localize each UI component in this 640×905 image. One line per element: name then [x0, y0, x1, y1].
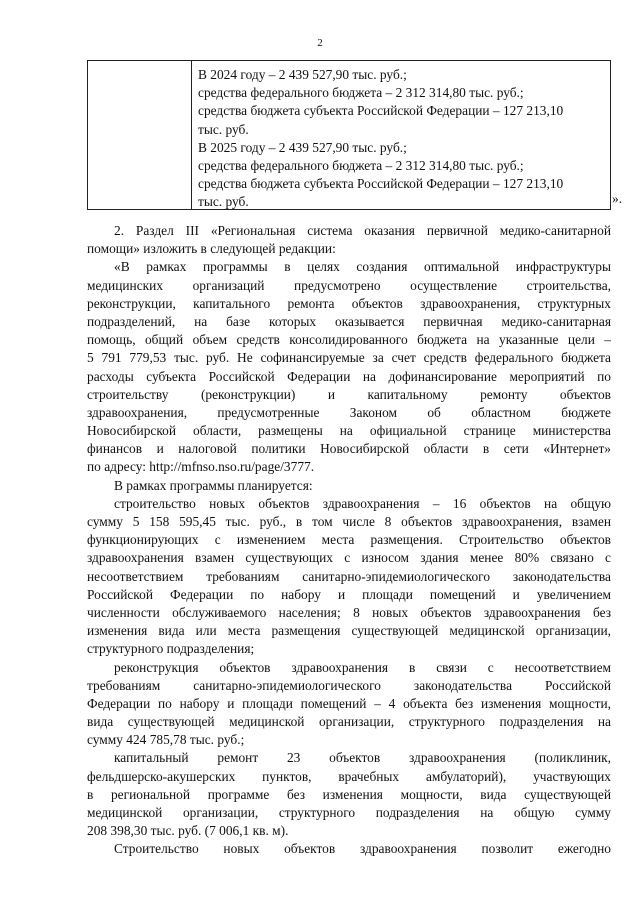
paragraph-line: численности обслуживаемого населения; 8 новых объектов здравоохранения без	[87, 604, 611, 620]
paragraph-line: медицинских организаций предусмотрено осуществление строительства,	[87, 277, 611, 293]
paragraph-line: строительство новых объектов здравоохранения – 16 объектов на общую	[114, 495, 611, 511]
funding-table-empty-cell	[88, 61, 192, 209]
paragraph-line: функционирующих с изменением места размещения. Строительство объектов	[87, 532, 611, 548]
paragraph-line: вида существующей медицинской организации, структурного подразделения на	[87, 714, 611, 730]
funding-table	[87, 60, 611, 210]
paragraph-line: 5 791 779,53 тыс. руб. Не софинансируемые за счет средств федерального бюджета	[87, 350, 611, 366]
paragraph-line: 208 398,30 тыс. руб. (7 006,1 кв. м).	[87, 823, 289, 839]
paragraph-line: В рамках программы планируется:	[114, 477, 313, 493]
paragraph-line: медицинской организации, структурного подразделения на общую сумму	[87, 805, 611, 820]
paragraph-line: капитальный ремонт 23 объектов здравоохранения (поликлиник,	[114, 750, 611, 766]
paragraph-line: Новосибирской области, размещены на официальной странице министерства	[87, 423, 611, 439]
paragraph-line: здравоохранения, предусмотренные Законом об областном бюджете	[87, 404, 611, 420]
paragraph-line: финансов и налоговой политики Новосибирской области в сети «Интернет»	[87, 441, 611, 457]
paragraph-line: структурного подразделения;	[87, 641, 255, 657]
paragraph-line: реконструкция объектов здравоохранения в связи с несоответствием	[114, 659, 611, 675]
paragraph-line: здравоохранения взамен существующих с износом здания менее 80% связано с	[87, 550, 611, 566]
funding-line: тыс. руб.	[198, 121, 249, 137]
funding-line: средства федерального бюджета – 2 312 314,80 тыс. руб.;	[198, 157, 524, 173]
body-text	[87, 222, 611, 859]
funding-line: тыс. руб.	[198, 194, 249, 210]
paragraph-line: расходы субъекта Российской Федерации на дофинансирование мероприятий по	[87, 368, 611, 384]
paragraph-line: подразделений, на базе которых оказывается первичная медико-санитарная	[87, 313, 611, 329]
paragraph-line: Федерации по набору и площади помещений – 4 объекта без изменения мощности,	[87, 695, 611, 711]
paragraph-line: помощь, общий объем средств консолидированного бюджета на указанные цели –	[87, 332, 611, 348]
paragraph-line: 2. Раздел III «Региональная система оказания первичной медико-санитарной	[114, 223, 611, 238]
funding-line: В 2025 году – 2 439 527,90 тыс. руб.;	[198, 139, 407, 155]
paragraph-line: помощи» изложить в следующей редакции:	[87, 241, 336, 257]
paragraph-line: Российской Федерации по набору и площади помещений и увеличением	[87, 586, 611, 602]
paragraph-line: сумму 424 785,78 тыс. руб.;	[87, 732, 245, 748]
paragraph-line: изменения вида или места размещения существующей медицинской организации,	[87, 623, 611, 639]
funding-line: средства бюджета субъекта Российской Федерации – 127 213,10	[198, 103, 564, 119]
paragraph-line: «В рамках программы в целях создания оптимальной инфраструктуры	[114, 259, 611, 275]
paragraph-line: строительству (реконструкции) и капитальному ремонту объектов	[87, 386, 611, 402]
funding-line: В 2024 году – 2 439 527,90 тыс. руб.;	[198, 67, 407, 82]
page-number: 2	[317, 37, 323, 49]
paragraph-line: сумму 5 158 595,45 тыс. руб., в том числе 8 объектов здравоохранения, взамен	[87, 514, 611, 529]
paragraph-line: фельдшерско-акушерских пунктов, врачебных амбулаторий), участвующих	[87, 768, 611, 784]
funding-line: средства бюджета субъекта Российской Федерации – 127 213,10	[198, 176, 564, 192]
paragraph-line: требованиям санитарно-эпидемиологического законодательства Российской	[87, 677, 611, 693]
paragraph-line: реконструкции, капитального ремонта объектов здравоохранения, структурных	[87, 295, 611, 311]
paragraph-line: несоответствием требованиям санитарно-эпидемиологического законодательства	[87, 568, 611, 584]
table-close-quote: ».	[612, 191, 623, 206]
funding-table-text-cell	[198, 66, 610, 212]
funding-line: средства федерального бюджета – 2 312 314,80 тыс. руб.;	[198, 85, 524, 101]
paragraph-line: по адресу: http://mfnso.nso.ru/page/3777.	[87, 459, 315, 475]
paragraph-line: Строительство новых объектов здравоохранения позволит ежегодно	[114, 841, 611, 857]
paragraph-line: в региональной программе без изменения мощности, вида существующей	[87, 786, 611, 802]
